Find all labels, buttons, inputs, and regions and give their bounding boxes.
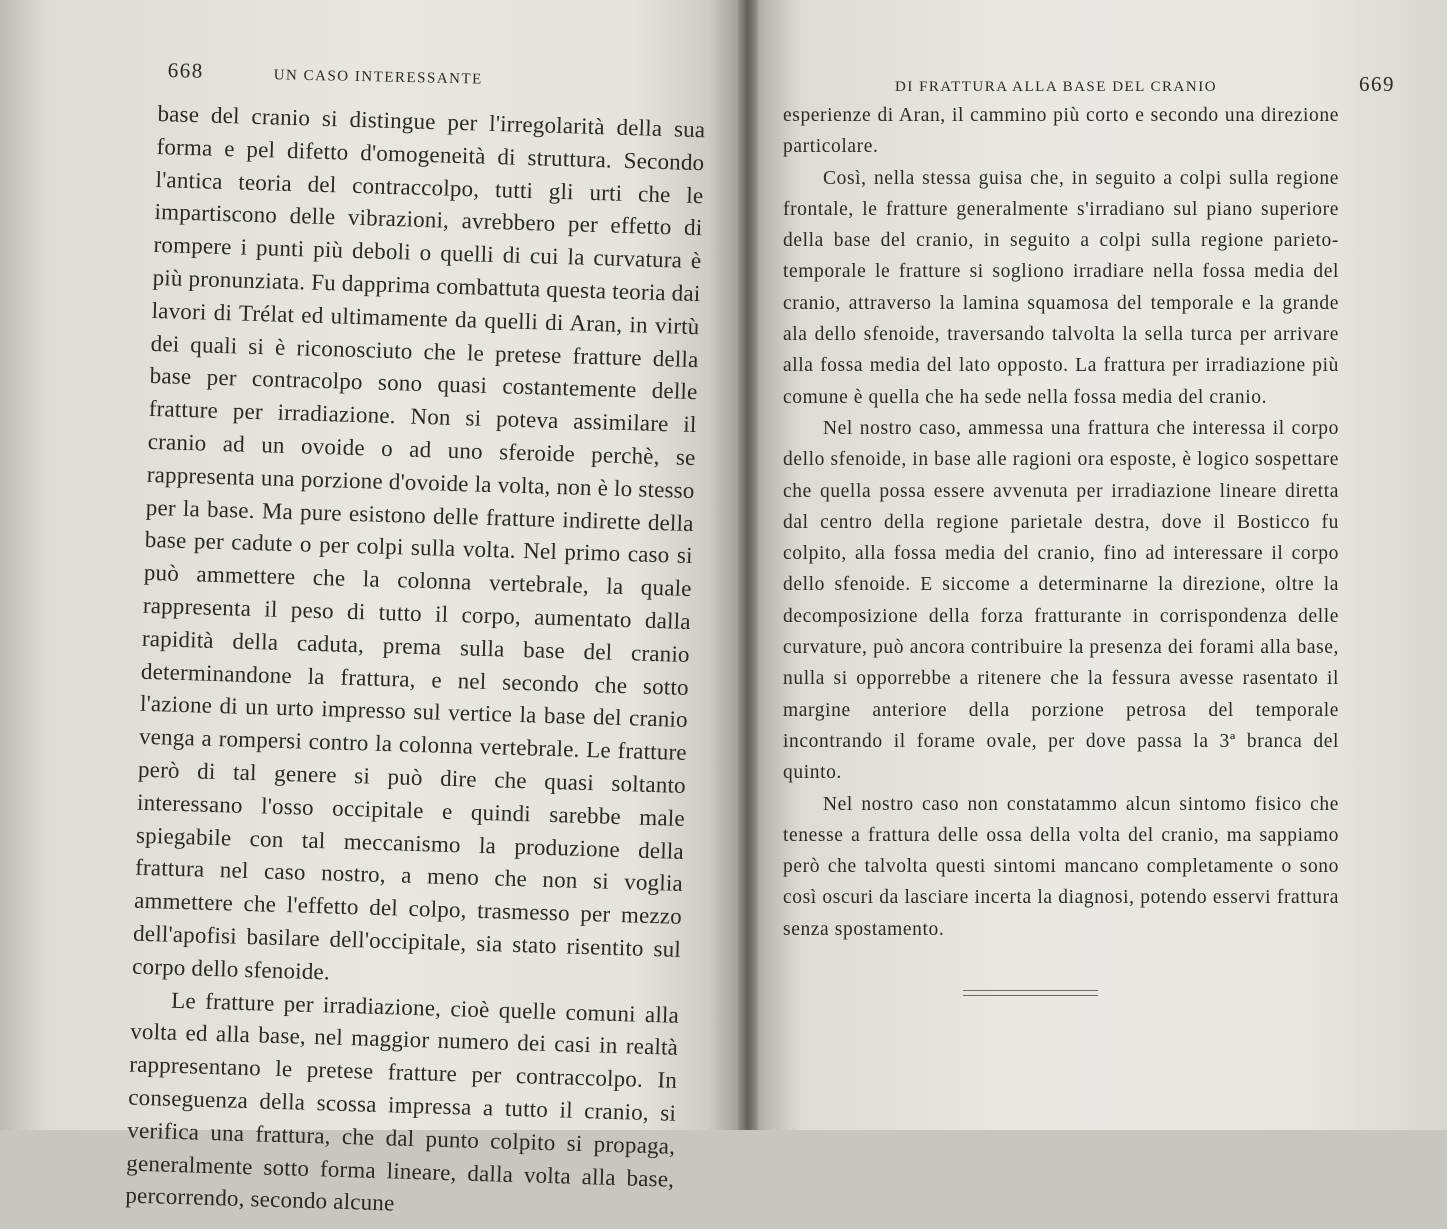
left-page-number: 668 xyxy=(167,58,204,83)
left-paragraph-2: Le fratture per irradiazione, cioè quelle comuni alla volta ed alla base, nel maggior numero dei casi in realtà rappresentano le pretese fratture per contraccolpo. In conseguenza della scossa impressa a tutto il cranio, si verifica una frattura, che dal punto colpito si propaga, generalmente sotto forma lineare, dalla volta alla base, percorrendo, secondo alcune xyxy=(125,987,680,1216)
end-rule-divider xyxy=(963,990,1098,996)
left-page-header xyxy=(167,58,687,94)
right-paragraph-1: esperienze di Aran, il cammino più corto e secondo una direzione particolare. xyxy=(783,105,1339,158)
right-running-title: DI FRATTURA ALLA BASE DEL CRANIO xyxy=(895,79,1218,95)
left-paragraph-1: base del cranio si distingue per l'irregolarità della sua forma e pel difetto d'omogeneità di struttura. Secondo l'antica teoria del contraccolpo, tutti gli urti che le impartiscono delle vibrazioni, avrebbero per effetto di rompere i punti più deboli o quelli di cui la curvatura è più pronunziata. Fu dapprima combattuta questa teoria dai lavori di Trélat ed ultimamente da quelli di Aran, in virtù dei quali si è riconosciuto che le pretese fratture della base per contracolpo sono quasi costantemente delle fratture per irradiazione. Non si poteva assimilare il cranio ad un ovoide o ad uno sferoide perchè, se rappresenta una porzione d'ovoide la volta, non è lo stesso per la base. Ma pure esistono delle fratture indirette della base per cadute o per colpi sulla volta. Nel primo caso si può ammettere che la colonna vertebrale, la quale rappresenta il peso di tutto il corpo, aumentato dalla rapidità della caduta, prema sulla base del cranio determinandone la frattura, e nel secondo che sotto l'azione di un urto impresso sul vertice la base del cranio venga a rompersi contro la colonna vertebrale. Le fratture però di tal genere si può dire che quasi soltanto interessano l'osso occipitale e quindi sarebbe male spiegabile con tal meccanismo la produzione della frattura nel caso nostro, a meno che non si voglia ammettere che l'effetto del colpo, trasmesso per mezzo dell'apofisi basilare dell'occipitale, sia stato risentito sul corpo dello sfenoide. xyxy=(131,100,706,985)
right-paragraph-2: Così, nella stessa guisa che, in seguito a colpi sulla regione frontale, le fratture generalmente s'irradiano sul piano superiore della base del cranio, in seguito a colpi sulla regione parieto-temporale le fratture si sogliono irradiare nella fossa media del cranio, attraverso la lamina squamosa del temporale e la grande ala dello sfenoide, traversando talvolta la sella turca per arrivare alla fossa media del lato opposto. La frattura per irradiazione più comune è quella che ha sede nella fossa media del cranio. xyxy=(783,167,1339,408)
right-page-number: 669 xyxy=(1359,72,1395,96)
right-page-header xyxy=(895,72,1395,97)
left-page-body xyxy=(125,98,706,1229)
right-paragraph-4: Nel nostro caso non constatammo alcun sintomo fisico che tenesse a frattura delle ossa della volta del cranio, ma sappiamo però che talvolta questi sintomi mancano completamente o sono così oscuri da lasciare incerta la diagnosi, potendo esservi frattura senza spostamento. xyxy=(783,793,1339,940)
right-page xyxy=(745,0,1447,1130)
left-running-title: UN CASO INTERESSANTE xyxy=(273,67,483,88)
book-gutter xyxy=(738,0,758,1130)
right-paragraph-3: Nel nostro caso, ammessa una frattura che interessa il corpo dello sfenoide, in base alle ragioni ora esposte, è logico sospettare che quella possa essere avvenuta per irradiazione lineare diretta dal centro della regione parietale destra, dove il Bosticco fu colpito, alla fossa media del cranio, fino ad interessare il corpo dello sfenoide. E siccome a determinarne la direzione, oltre la decomposizione della forza fratturante in corrispondenza delle curvature, può ancora contribuire la presenza dei forami alla base, nulla si opporrebbe a ritenere che la fessura avesse rasentato il margine anteriore della porzione petrosa del temporale incontrando il forame ovale, per dove passa la 3ª branca del quinto. xyxy=(783,417,1339,784)
right-page-body xyxy=(783,100,1339,945)
